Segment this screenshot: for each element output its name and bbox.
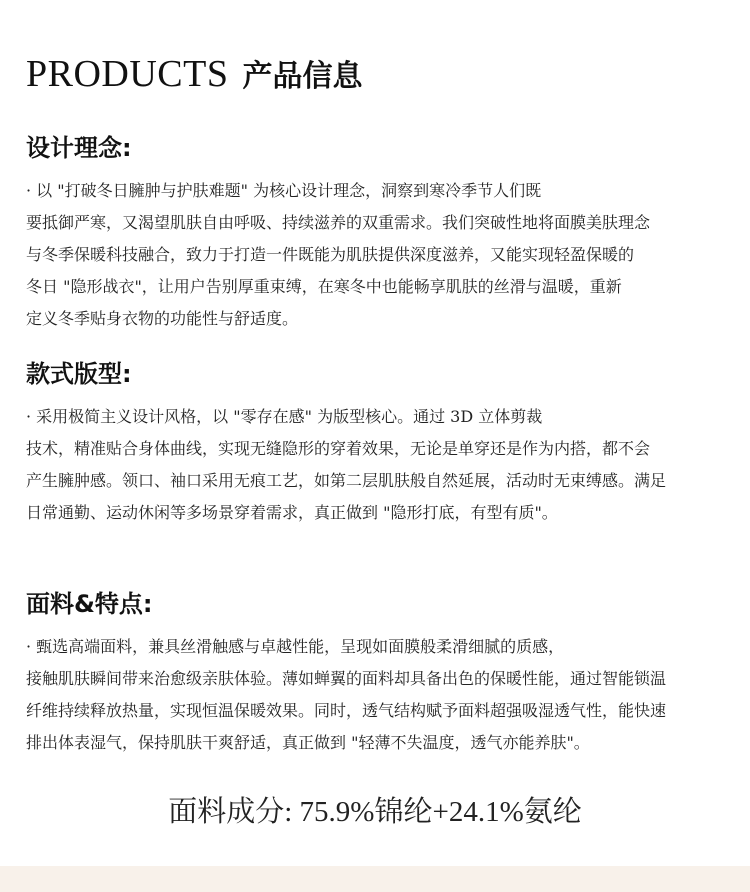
footer-band (0, 866, 750, 892)
section-body-design-concept (26, 175, 726, 335)
paragraph-line: 纤维持续释放热量，实现恒温保暖效果。同时，透气结构赋予面料超强吸湿透气性，能快速 (26, 701, 667, 720)
paragraph-line: 与冬季保暖科技融合，致力于打造一件既能为肌肤提供深度滋养，又能实现轻盈保暖的 (26, 245, 635, 264)
paragraph-line: 冬日 "隐形战衣"，让用户告别厚重束缚，在寒冬中也能畅享肌肤的丝滑与温暖，重新 (26, 277, 622, 296)
paragraph-line: 日常通勤、运动休闲等多场景穿着需求，真正做到 "隐形打底，有型有质"。 (26, 503, 558, 522)
section-heading-design-concept: 设计理念: (26, 134, 132, 162)
paragraph-line: · 以 "打破冬日臃肿与护肤难题" 为核心设计理念，洞察到寒冷季节人们既 (26, 181, 542, 200)
page-title (26, 52, 363, 99)
paragraph-line: · 采用极简主义设计风格，以 "零存在感" 为版型核心。通过 3D 立体剪裁 (26, 407, 543, 426)
paragraph-line: 接触肌肤瞬间带来治愈级亲肤体验。薄如蝉翼的面料却具备出色的保暖性能，通过智能锁温 (26, 669, 667, 688)
paragraph-line: · 甄选高端面料，兼具丝滑触感与卓越性能，呈现如面膜般柔滑细腻的质感， (26, 637, 565, 656)
section-heading-fabric-features: 面料&特点: (26, 590, 153, 618)
paragraph-line: 要抵御严寒，又渴望肌肤自由呼吸、持续滋养的双重需求。我们突破性地将面膜美肤理念 (26, 213, 651, 232)
paragraph-line: 定义冬季贴身衣物的功能性与舒适度。 (26, 309, 299, 328)
section-body-fabric-features (26, 631, 726, 759)
page-title-zh: 产品信息 (242, 59, 363, 94)
section-heading-style-fit: 款式版型: (26, 360, 132, 388)
section-body-style-fit (26, 401, 726, 529)
paragraph-line: 产生臃肿感。领口、袖口采用无痕工艺，如第二层肌肤般自然延展，活动时无束缚感。满足 (26, 471, 667, 490)
fabric-composition: 面料成分: 75.9%锦纶+24.1%氨纶 (168, 796, 582, 828)
paragraph-line: 排出体表湿气，保持肌肤干爽舒适，真正做到 "轻薄不失温度，透气亦能养肤"。 (26, 733, 590, 752)
page-title-en: PRODUCTS (26, 53, 229, 95)
paragraph-line: 技术，精准贴合身体曲线，实现无缝隐形的穿着效果，无论是单穿还是作为内搭，都不会 (26, 439, 651, 458)
